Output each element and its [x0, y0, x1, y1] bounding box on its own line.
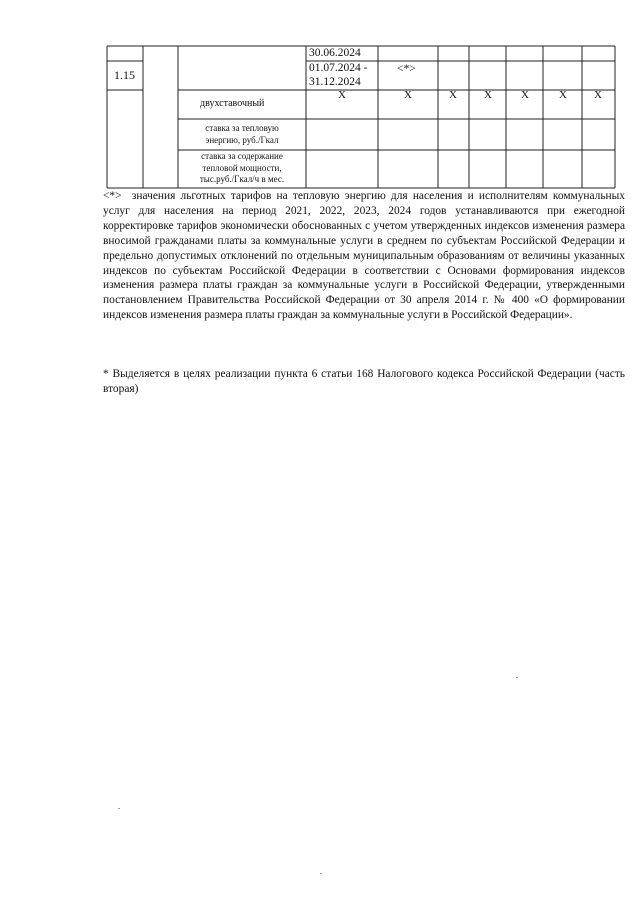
x-mark: X: [594, 89, 602, 101]
x-mark: X: [559, 89, 567, 101]
two-part-label: двухставочный: [200, 98, 265, 109]
asterisk-ref: <*>: [397, 63, 416, 75]
period-first: 30.06.2024: [309, 47, 361, 59]
rate-energy-label: ставка за тепловую энергию, руб./Гкал: [205, 123, 279, 145]
footnote-text: значения льготных тарифов на тепловую энергию для населения и исполнителям коммунальных услуг для населения на период 2021, 2022, 2023, 2024 годов устанавливаются при ежегодной корректировке тарифов экономически обоснованных с учетом утвержденных индексов изменения размера вносимой гражданами платы за коммунальные услуги в среднем по субъектам Российской Федерации и предельно допустимых отклонений по отдельным муниципальным образованиям от величины указанных индексов по субъектам Российской Федерации в соответствии с Основами формирования индексов изменения размера платы граждан за коммунальные услуги в Российской Федерации, утвержденными постановлением Правительства Российской Федерации от 30 апреля 2014 г. № 400 «О формировании индексов изменения размера платы граждан за коммунальные услуги в Российской Федерации».: [103, 190, 626, 322]
rate-capacity-label: ставка за содержание тепловой мощности, тыс.руб./Гкал/ч в мес.: [199, 151, 285, 184]
footnote-paragraph: [103, 189, 625, 323]
row-number: 1.15: [114, 68, 135, 82]
x-mark: X: [404, 89, 412, 101]
x-mark: X: [484, 89, 492, 101]
period-second-end: 31.12.2024: [309, 76, 361, 88]
x-mark: X: [521, 89, 529, 101]
scan-speck: [320, 873, 322, 874]
x-mark: X: [338, 89, 346, 101]
period-second-start: 01.07.2024 -: [309, 62, 368, 74]
scan-speck: [516, 677, 518, 678]
vat-note: * Выделяется в целях реализации пункта 6 статьи 168 Налогового кодекса Российской Федерации (часть вторая): [103, 368, 625, 395]
footnote-marker: <*>: [103, 190, 122, 202]
x-mark: X: [449, 89, 457, 101]
scan-speck: [118, 808, 120, 809]
